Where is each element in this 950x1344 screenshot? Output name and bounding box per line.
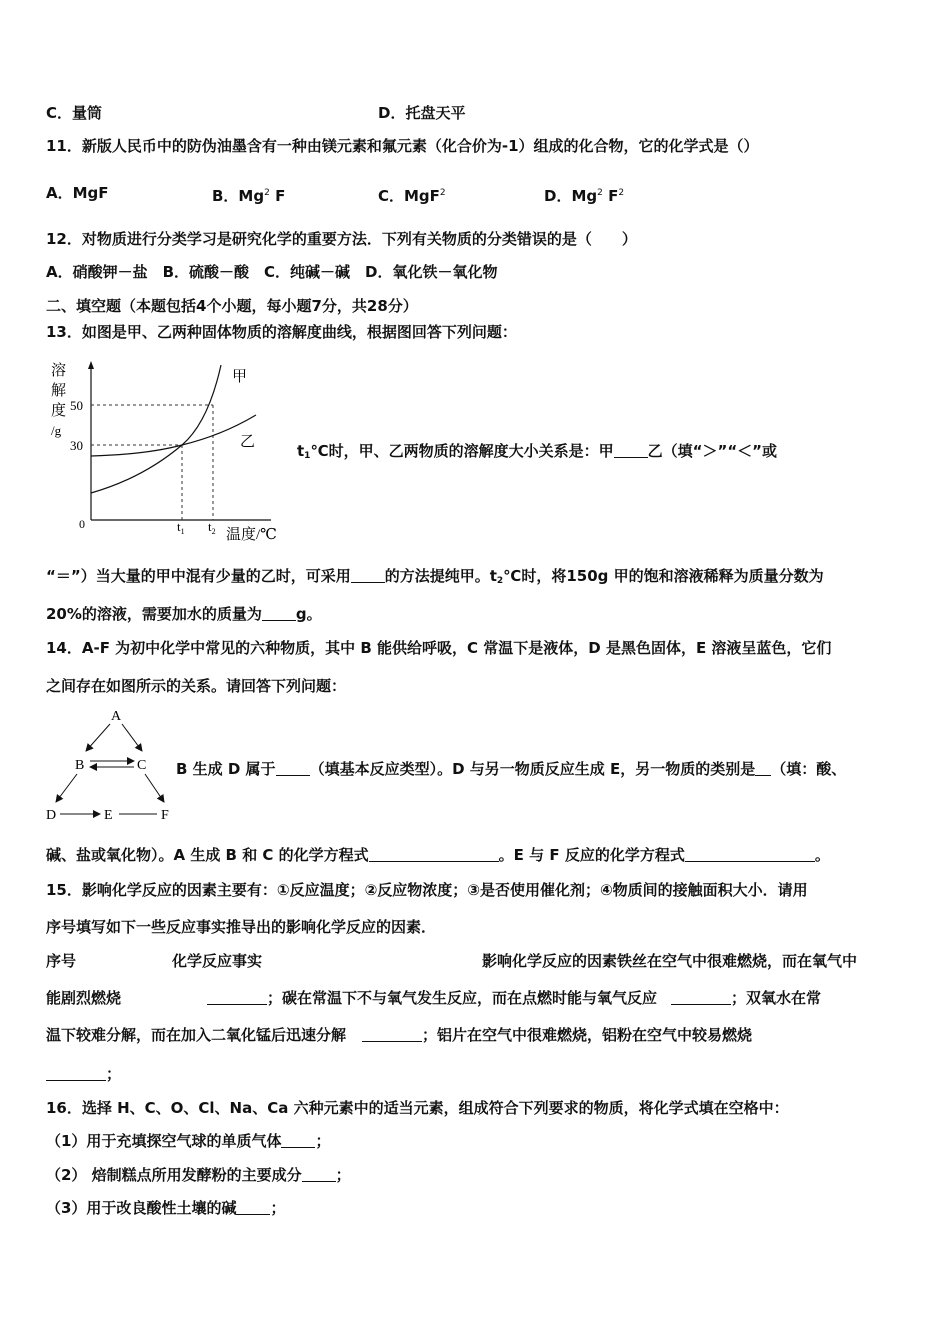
q13-part1: $t_1℃$时，甲、乙两物质的溶解度大小关系是：甲 乙（填“＞”“＜”或 [297,442,778,461]
q15-col-factor: 影响化学反应的因素铁丝在空气中很难燃烧，而在氧气中 [482,952,858,970]
solubility-chart [46,355,286,545]
node-d: D [46,808,57,823]
node-b: B [75,758,85,773]
q15-col-seq: 序号 [46,952,77,970]
reaction-diagram [42,706,177,826]
answer-blank[interactable] [755,761,771,776]
q11-option-b: B．Mg$^2$ F [212,187,286,205]
q11-option-a: A．MgF [46,184,109,202]
q13-stem: 13．如图是甲、乙两种固体物质的溶解度曲线，根据图回答下列问题： [46,323,517,341]
x-axis-label: 温度/℃ [226,527,277,543]
answer-blank[interactable] [302,1167,336,1182]
y-axis-arrow [88,361,94,369]
q13-part2: “＝”）当大量的甲中混有少量的乙时，可采用 的方法提纯甲。$t_2℃$时，将150g 甲的饱和溶液稀释为质量分数为 [46,567,824,586]
node-e: E [104,808,113,823]
node-c: C [137,758,147,773]
answer-blank[interactable] [351,568,385,583]
q16-stem: 16．选择 H、C、O、Cl、Na、Ca 六种元素中的适当元素，组成符合下列要求的物质，将化学式填在空格中： [46,1099,789,1117]
q16-item-2: （2） 焙制糕点所用发酵粉的主要成分 ； [46,1166,351,1184]
answer-blank[interactable] [685,847,815,862]
q15-row-1: 能剧烈燃烧 ；碳在常温下不与氧气发生反应，而在点燃时能与氧气反应 ；双氧水在常 [46,989,822,1007]
answer-blank[interactable] [614,443,648,458]
answer-blank[interactable] [236,1200,270,1215]
q13-part3: 20%的溶液，需要加水的质量为 g。 [46,605,322,623]
chart-ylabel-char: /g [51,423,62,438]
q16-item-3: （3）用于改良酸性土壤的碱 ； [46,1199,286,1217]
q15-col-fact: 化学反应事实 [172,952,263,970]
chart-ylabel-char: 解 [51,383,67,399]
curve-yi [91,415,256,456]
q10-option-c: C．量筒 [46,104,103,122]
node-f: F [161,808,169,823]
arrow-c-f [145,774,164,802]
q11-stem: 11．新版人民币中的防伪油墨含有一种由镁元素和氟元素（化合价为-1）组成的化合物，它的化学式是（） [46,137,759,155]
curve-jia [91,365,221,493]
answer-blank[interactable] [671,990,731,1005]
q14-part2: 碱、盐或氧化物）。A 生成 B 和 C 的化学方程式 。E 与 F 反应的化学方程式 。 [46,846,830,864]
xtick-t1: $t_1$ [177,519,185,536]
xtick-t2: $t_2$ [208,519,216,536]
arrow-a-b [86,724,110,751]
origin-label: 0 [79,517,85,531]
label-yi: 乙 [240,434,256,450]
q11-option-c: C．MgF$^2$ [378,187,446,205]
label-jia: 甲 [232,369,248,385]
arrow-b-d [56,774,77,802]
answer-blank[interactable] [262,606,296,621]
answer-blank[interactable] [369,847,499,862]
q10-option-d: D．托盘天平 [378,104,466,122]
q15-row-2: 温下较难分解，而在加入二氧化锰后迅速分解 ；铝片在空气中很难燃烧，铝粉在空气中较易燃烧 [46,1026,753,1044]
q11-option-d: D．Mg$^2$ $F^2$ [544,187,625,205]
q12-stem: 12．对物质进行分类学习是研究化学的重要方法．下列有关物质的分类错误的是（ ） [46,230,637,248]
q14-stem-2: 之间存在如图所示的关系。请回答下列问题： [46,677,347,695]
arrow-a-c [122,724,142,751]
node-a: A [111,709,122,724]
q15-row-3: ； [46,1064,121,1084]
q15-stem-1: 15．影响化学反应的因素主要有：①反应温度；②反应物浓度；③是否使用催化剂；④物质间的接触面积大小．请用 [46,881,808,899]
ytick-50: 50 [70,398,83,413]
answer-blank[interactable] [276,761,310,776]
answer-blank[interactable] [207,990,267,1005]
q16-item-1: （1）用于充填探空气球的单质气体 ； [46,1132,331,1150]
q14-part1: B 生成 D 属于 （填基本反应类型）。D 与另一物质反应生成 E，另一物质的类别是 （填：酸、 [176,760,847,778]
answer-blank[interactable] [281,1133,315,1148]
answer-blank[interactable] [362,1027,422,1042]
q15-stem-2: 序号填写如下一些反应事实推导出的影响化学反应的因素． [46,918,437,936]
q12-options: A．硝酸钾－盐 B．硫酸－酸 C．纯碱－碱 D．氧化铁－氧化物 [46,263,498,281]
q14-stem-1: 14．A-F 为初中化学中常见的六种物质，其中 B 能供给呼吸，C 常温下是液体，D 是黑色固体，E 溶液呈蓝色，它们 [46,639,832,657]
ytick-30: 30 [70,438,83,453]
section-heading: 二、填空题（本题包括4个小题，每小题7分，共28分） [46,297,418,315]
answer-blank[interactable] [46,1066,106,1081]
chart-ylabel-char: 度 [51,403,67,419]
chart-ylabel-char: 溶 [51,363,67,379]
